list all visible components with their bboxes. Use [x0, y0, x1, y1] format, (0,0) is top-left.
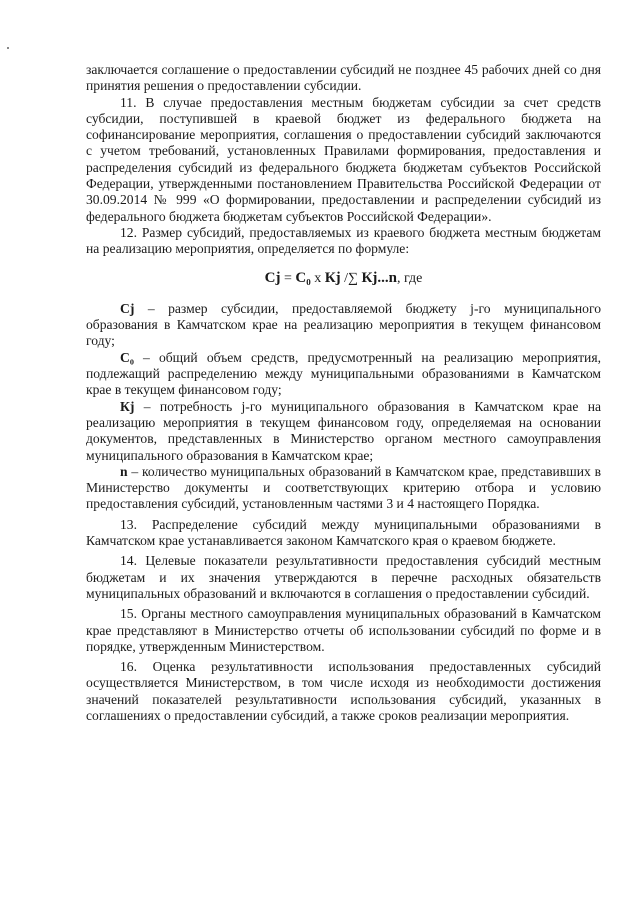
definition-term: С₀	[120, 349, 134, 365]
formula-times: x	[310, 270, 325, 286]
formula-kj: Кj	[324, 269, 341, 286]
paragraph-12: 12. Размер субсидий, предоставляемых из краевого бюджета местным бюджетам на реализацию мероприятия, определяется по формуле:	[86, 224, 601, 257]
formula-k-sum: Кj...n	[361, 269, 397, 286]
subsidy-formula	[86, 270, 601, 287]
formula-lhs: Сj	[264, 269, 281, 286]
definition-cj	[86, 301, 601, 350]
formula-equals: =	[280, 270, 296, 286]
paragraph-14: 14. Целевые показатели результативности предоставления субсидий местным бюджетам и их значения утверждаются в перечне расходных обязательств муниципальных образований и включаются в соглашения о предоставлении субсидий.	[86, 553, 601, 601]
paragraph-15: 15. Органы местного самоуправления муниципальных образований в Камчатском крае представляют в Министерство отчеты об использовании субсидий по форме и в порядке, утвержденным Министерством.	[86, 606, 601, 654]
scan-speck	[7, 47, 9, 49]
definition-kj	[86, 399, 601, 464]
formula-tail: , где	[396, 270, 423, 286]
definition-term: Сj	[120, 300, 135, 316]
document-body	[86, 62, 601, 724]
definition-term: Кj	[120, 398, 135, 414]
definition-n	[86, 464, 601, 513]
definition-text: – количество муниципальных образований в Камчатском крае, представивших в Министерство документы и соответствующих критерию отбора и условию предоставления субсидий, установленным частями 3 и 4 настоящего Порядка.	[86, 463, 601, 512]
definition-text: – размер субсидии, предоставляемой бюджету j-го муниципального образования в Камчатском крае на реализацию мероприятия в текущем финансовом году;	[86, 300, 601, 349]
formula-divide-sum: /∑	[340, 270, 362, 286]
paragraph-16: 16. Оценка результативности использования предоставленных субсидий осуществляется Министерством, в том числе исходя из необходимости достижения значений показателей результативности использования субсидий, указанных в соглашениях о предоставлении субсидий, а также сроков реализации мероприятия.	[86, 659, 601, 723]
formula-c0: С₀	[295, 269, 311, 286]
paragraph-13: 13. Распределение субсидий между муниципальными образованиями в Камчатском крае устанавливается законом Камчатского края о краевом бюджете.	[86, 516, 601, 549]
definition-text: – общий объем средств, предусмотренный на реализацию мероприятия, подлежащий распределению между муниципальными образованиями в Камчатском крае в текущем финансовом году;	[86, 349, 601, 398]
definition-term: n	[120, 463, 128, 479]
definition-text: – потребность j-го муниципального образования в Камчатском крае на реализацию мероприятия в текущем финансовом году, определяемая на основании документов, представленных в Министерство органом местного самоуправления муниципального образования в Камчатском крае;	[86, 398, 601, 463]
definition-c0	[86, 350, 601, 399]
paragraph-11: 11. В случае предоставления местным бюджетам субсидии за счет средств субсидии, поступившей в краевой бюджет из федерального бюджета на софинансирование мероприятия, соглашения о предоставлении субсидий заключаются с учетом требований, установленных Правилами формирования, предоставления и распределения субсидий из федерального бюджета бюджетам субъектов Российской Федерации, утвержденными постановлением Правительства Российской Федерации от 30.09.2014 № 999 «О формировании, предоставлении и распределении субсидий из федерального бюджета бюджетам субъектов Российской Федерации».	[86, 94, 601, 224]
paragraph-continuation: заключается соглашение о предоставлении субсидий не позднее 45 рабочих дней со дня принятия решения о предоставлении субсидии.	[86, 62, 601, 94]
